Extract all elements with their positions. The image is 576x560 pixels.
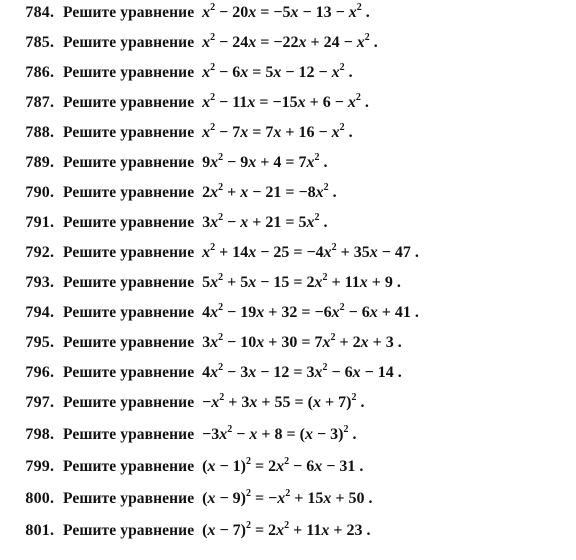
problem-number-dot: . (50, 394, 54, 411)
problem-equation: $2x^2 + x - 21 = -8x^2$ . (202, 181, 337, 201)
problem-prompt: Решите уравнение (63, 426, 195, 443)
problem-equation: $x^2 - 24x = -22x + 24 - x^2$ . (202, 31, 378, 51)
problem-item (0, 271, 576, 300)
problem-equation: $3x^2 - 10x + 30 = 7x^2 + 2x + 3$ . (202, 331, 402, 351)
problem-prompt: Решите уравнение (63, 184, 195, 201)
problem-item (0, 423, 576, 452)
problem-prompt: Решите уравнение (63, 244, 195, 261)
problem-item (0, 391, 576, 420)
problem-number: 788 (25, 124, 50, 141)
problem-prompt: Решите уравнение (63, 522, 195, 539)
problem-number: 799 (25, 458, 50, 475)
problem-number-dot: . (50, 490, 54, 507)
problem-item (0, 31, 576, 60)
problem-item (0, 151, 576, 180)
problem-equation: $x^2 - 11x = -15x + 6 - x^2$ . (202, 91, 369, 111)
problem-number-dot: . (50, 154, 54, 171)
problem-number: 797 (25, 394, 50, 411)
problem-prompt: Решите уравнение (63, 4, 195, 21)
problem-prompt: Решите уравнение (63, 274, 195, 291)
problem-item (0, 455, 576, 484)
problem-number-dot: . (50, 214, 54, 231)
problem-number: 795 (25, 334, 50, 351)
problem-item (0, 121, 576, 150)
problem-number-dot: . (50, 364, 54, 381)
problem-item (0, 331, 576, 360)
problem-number-dot: . (50, 426, 54, 443)
problem-equation: $x^2 + 14x - 25 = -4x^2 + 35x - 47$ . (202, 241, 419, 261)
problem-number: 794 (25, 304, 50, 321)
problem-prompt: Решите уравнение (63, 490, 195, 507)
problem-prompt: Решите уравнение (63, 94, 195, 111)
problem-equation: $(x - 9)^2 = -x^2 + 15x + 50$ . (202, 487, 373, 507)
problem-equation: $4x^2 - 3x - 12 = 3x^2 - 6x - 14$ . (202, 361, 402, 381)
problem-prompt: Решите уравнение (63, 304, 195, 321)
problem-equation: $4x^2 - 19x + 32 = -6x^2 - 6x + 41$ . (202, 301, 419, 321)
problem-number: 796 (25, 364, 50, 381)
problem-item (0, 361, 576, 390)
problem-number: 793 (25, 274, 50, 291)
problem-number-dot: . (50, 304, 54, 321)
problem-equation: $x^2 - 7x = 7x + 16 - x^2$ . (202, 121, 353, 141)
problem-prompt: Решите уравнение (63, 154, 195, 171)
problem-equation: $(x - 1)^2 = 2x^2 - 6x - 31$ . (202, 455, 364, 475)
problem-number: 784 (25, 4, 50, 21)
problem-number: 790 (25, 184, 50, 201)
problem-number: 789 (25, 154, 50, 171)
problem-item (0, 61, 576, 90)
problem-prompt: Решите уравнение (63, 394, 195, 411)
problem-number-dot: . (50, 94, 54, 111)
problem-prompt: Решите уравнение (63, 334, 195, 351)
problem-item (0, 91, 576, 120)
problem-item (0, 211, 576, 240)
problem-number-dot: . (50, 244, 54, 261)
problem-equation: $3x^2 - x + 21 = 5x^2$ . (202, 211, 328, 231)
problem-equation: $x^2 - 6x = 5x - 12 - x^2$ . (202, 61, 353, 81)
problem-equation: $-3x^2 - x + 8 = (x - 3)^2$ . (202, 423, 357, 443)
problem-number: 800 (25, 490, 50, 507)
problem-item (0, 301, 576, 330)
problem-number-dot: . (50, 334, 54, 351)
problem-number: 792 (25, 244, 50, 261)
problem-number: 798 (25, 426, 50, 443)
problem-item (0, 1, 576, 30)
problem-equation: $9x^2 - 9x + 4 = 7x^2$ . (202, 151, 328, 171)
problem-item (0, 487, 576, 516)
problem-number-dot: . (50, 4, 54, 21)
problem-item (0, 519, 576, 548)
problem-number-dot: . (50, 64, 54, 81)
problem-prompt: Решите уравнение (63, 458, 195, 475)
problem-prompt: Решите уравнение (63, 214, 195, 231)
problem-equation: $(x - 7)^2 = 2x^2 + 11x + 23$ . (202, 519, 371, 539)
problem-prompt: Решите уравнение (63, 34, 195, 51)
problem-prompt: Решите уравнение (63, 64, 195, 81)
problem-number-dot: . (50, 274, 54, 291)
problem-number-dot: . (50, 184, 54, 201)
problem-number-dot: . (50, 458, 54, 475)
problem-number: 785 (25, 34, 50, 51)
problem-number: 786 (25, 64, 50, 81)
problem-number: 791 (25, 214, 50, 231)
problem-prompt: Решите уравнение (63, 124, 195, 141)
problem-number: 787 (25, 94, 50, 111)
problem-number-dot: . (50, 34, 54, 51)
problem-equation: $x^2 - 20x = -5x - 13 - x^2$ . (202, 1, 370, 21)
problem-item (0, 241, 576, 270)
problem-number: 801 (25, 522, 50, 539)
problem-prompt: Решите уравнение (63, 364, 195, 381)
problem-equation: $5x^2 + 5x - 15 = 2x^2 + 11x + 9$ . (202, 271, 401, 291)
problem-number-dot: . (50, 124, 54, 141)
problem-equation: $-x^2 + 3x + 55 = (x + 7)^2$ . (202, 391, 365, 411)
problem-item (0, 181, 576, 210)
problem-number-dot: . (50, 522, 54, 539)
